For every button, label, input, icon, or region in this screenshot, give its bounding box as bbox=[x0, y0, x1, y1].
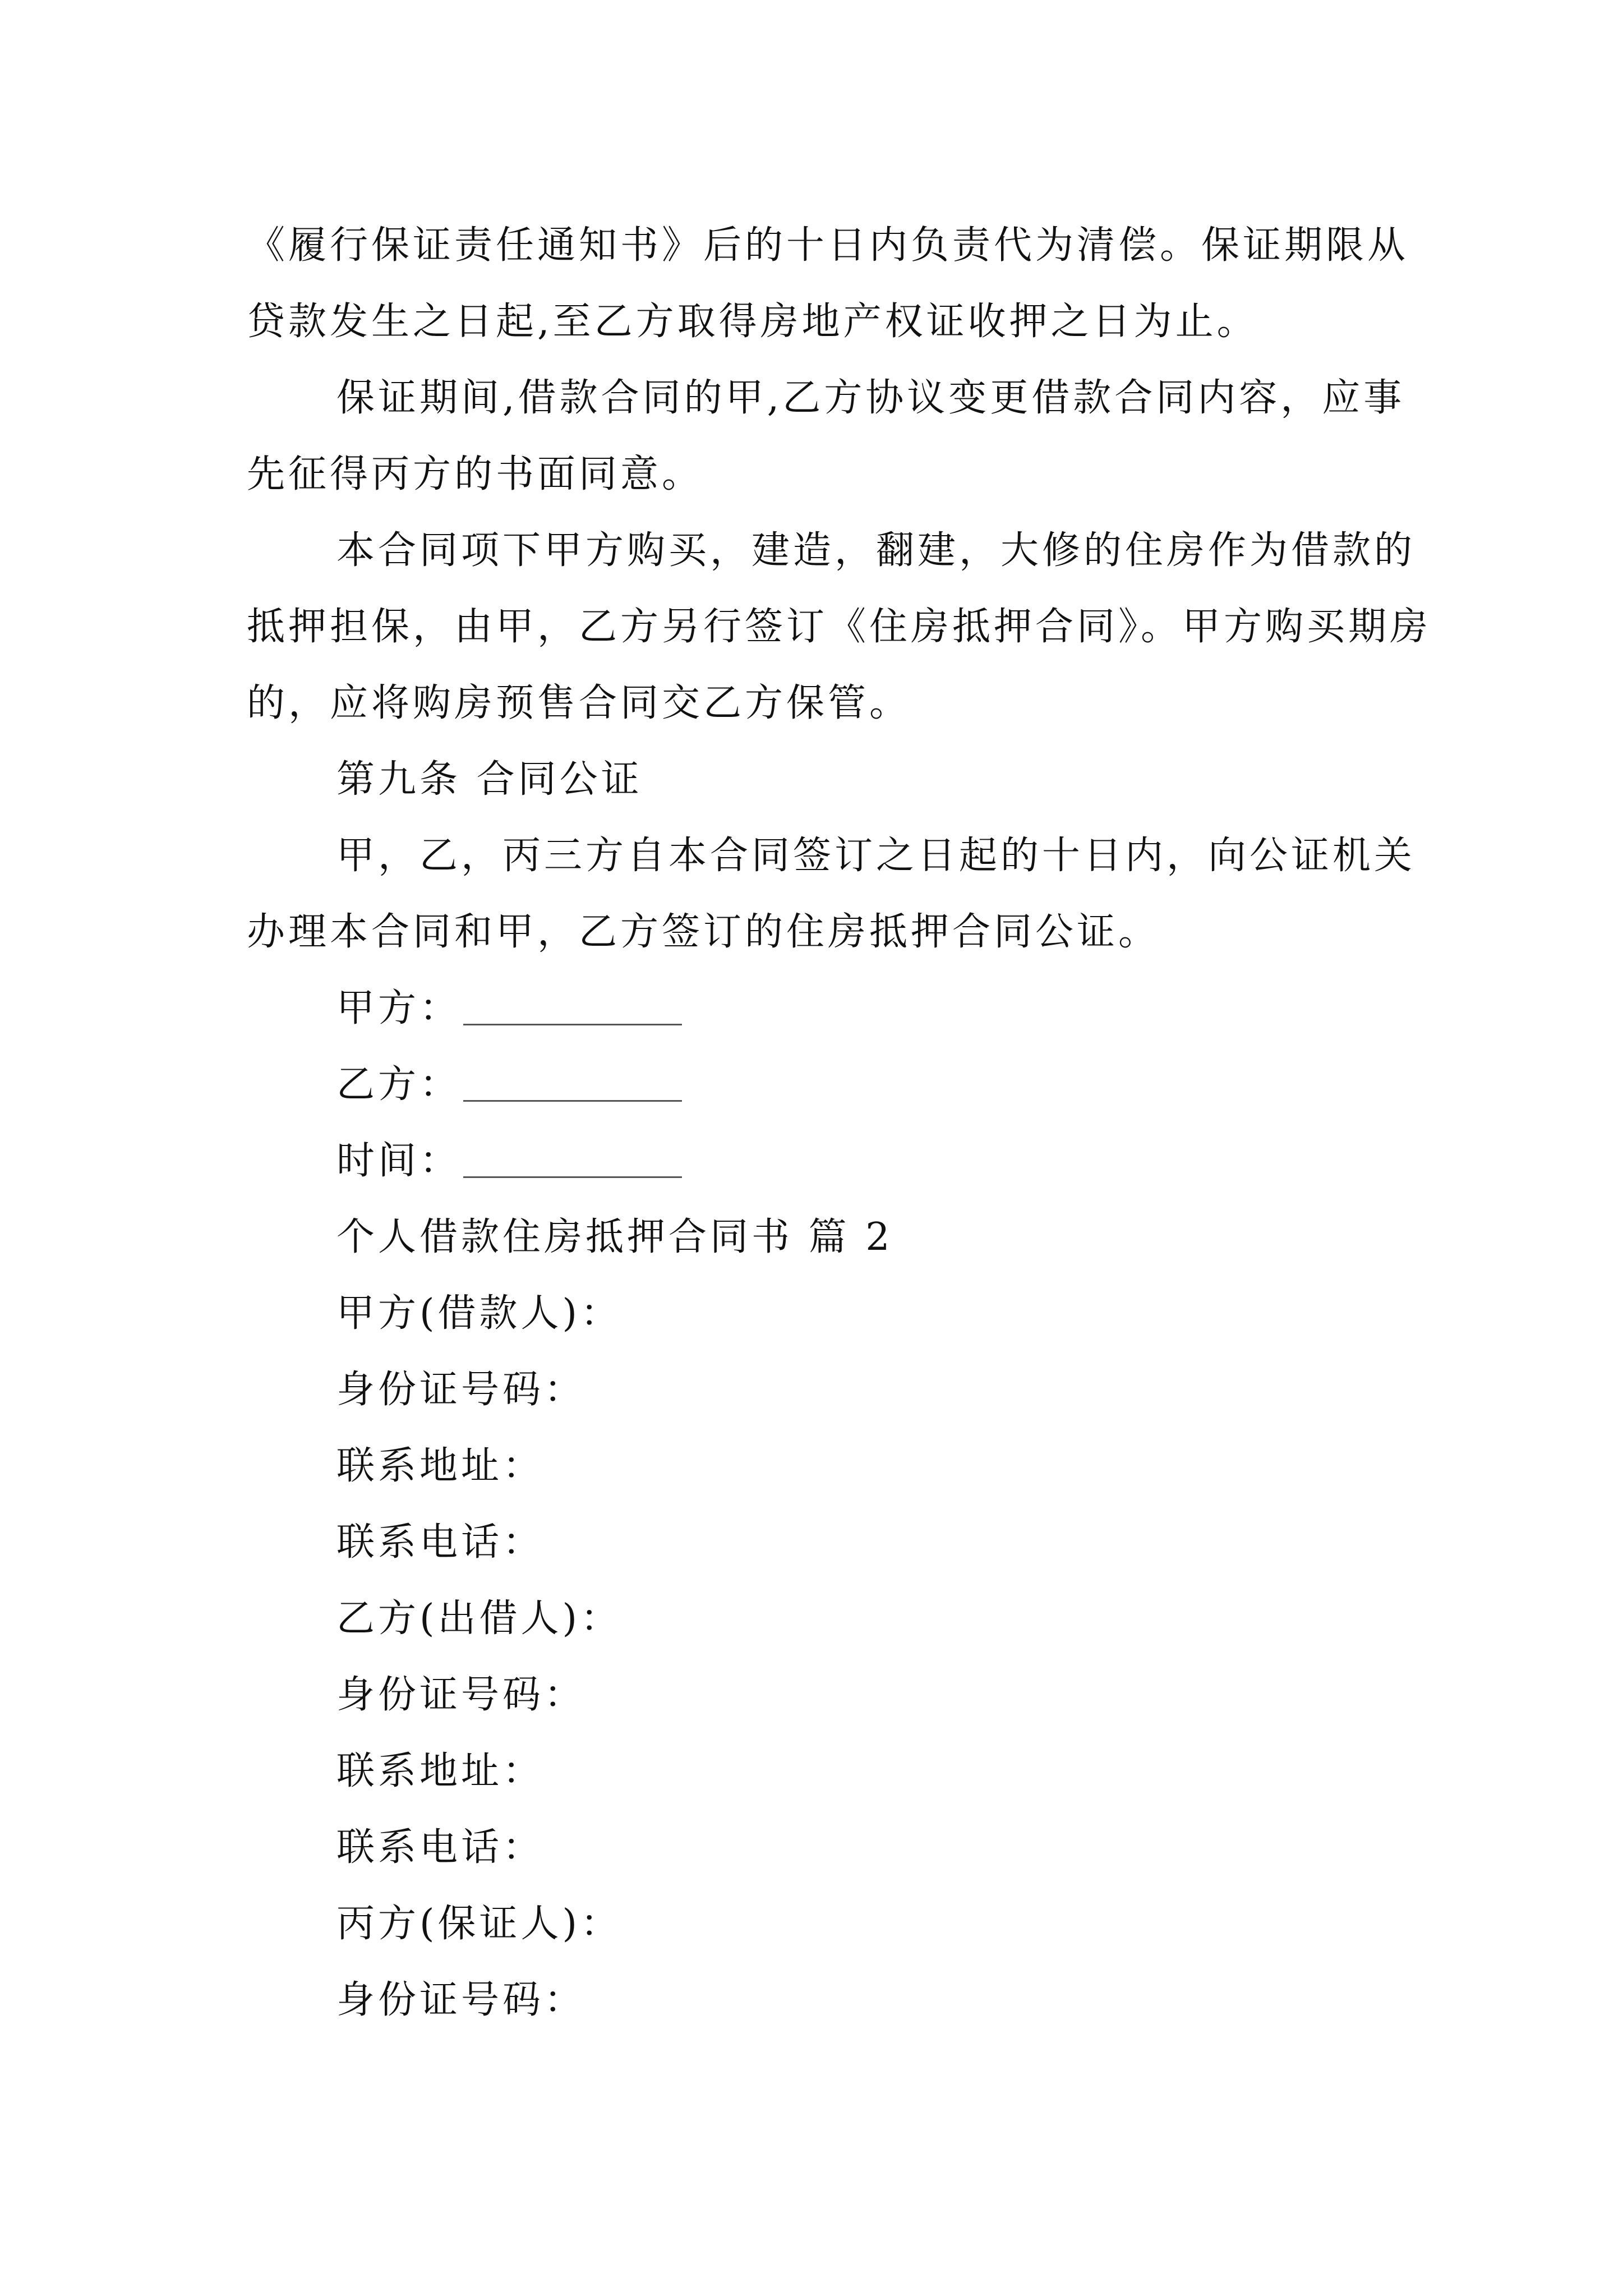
signature-date bbox=[247, 1123, 1436, 1199]
guarantor-id-label: 身份证号码： bbox=[336, 1978, 586, 2022]
borrower-address-label: 联系地址： bbox=[336, 1444, 545, 1488]
lender-id-label: 身份证号码： bbox=[336, 1673, 586, 1717]
signature-party-b-blank[interactable] bbox=[463, 1100, 682, 1102]
borrower-label: 甲方(借款人)： bbox=[336, 1291, 623, 1336]
lender-label: 乙方(出借人)： bbox=[336, 1596, 623, 1641]
document-body bbox=[247, 208, 1436, 2039]
guarantor-label: 丙方(保证人)： bbox=[336, 1902, 623, 1946]
paragraph-mortgage-guarantee: 本合同项下甲方购买，建造，翻建，大修的住房作为借款的抵押担保，由甲，乙方另行签订《住房抵押合同》。甲方购买期房的，应将购房预售合同交乙方保管。 bbox=[247, 528, 1432, 725]
signature-party-a bbox=[247, 970, 1436, 1047]
borrower-phone-label: 联系电话： bbox=[336, 1520, 545, 1565]
signature-party-a-label: 甲方： bbox=[336, 986, 462, 1030]
signature-date-blank[interactable] bbox=[463, 1176, 682, 1178]
article-9-title: 第九条 合同公证 bbox=[336, 757, 643, 802]
paragraph-contract-change: 保证期间,借款合同的甲,乙方协议变更借款合同内容，应事先征得丙方的书面同意。 bbox=[247, 376, 1405, 496]
signature-date-label: 时间： bbox=[336, 1139, 462, 1183]
lender-address-label: 联系地址： bbox=[336, 1749, 545, 1793]
section-2-title: 个人借款住房抵押合同书 篇 2 bbox=[336, 1215, 893, 1259]
paragraph-notarization: 甲，乙，丙三方自本合同签订之日起的十日内，向公证机关办理本合同和甲，乙方签订的住房抵押合同公证。 bbox=[247, 834, 1416, 954]
signature-party-b bbox=[247, 1047, 1436, 1123]
paragraph-guarantee-period: 《履行保证责任通知书》后的十日内负责代为清偿。保证期限从贷款发生之日起,至乙方取得房地产权证收押之日为止。 bbox=[247, 223, 1409, 344]
signature-party-a-blank[interactable] bbox=[463, 1024, 682, 1025]
borrower-id-label: 身份证号码： bbox=[336, 1368, 586, 1412]
signature-party-b-label: 乙方： bbox=[336, 1062, 462, 1107]
lender-phone-label: 联系电话： bbox=[336, 1825, 545, 1870]
